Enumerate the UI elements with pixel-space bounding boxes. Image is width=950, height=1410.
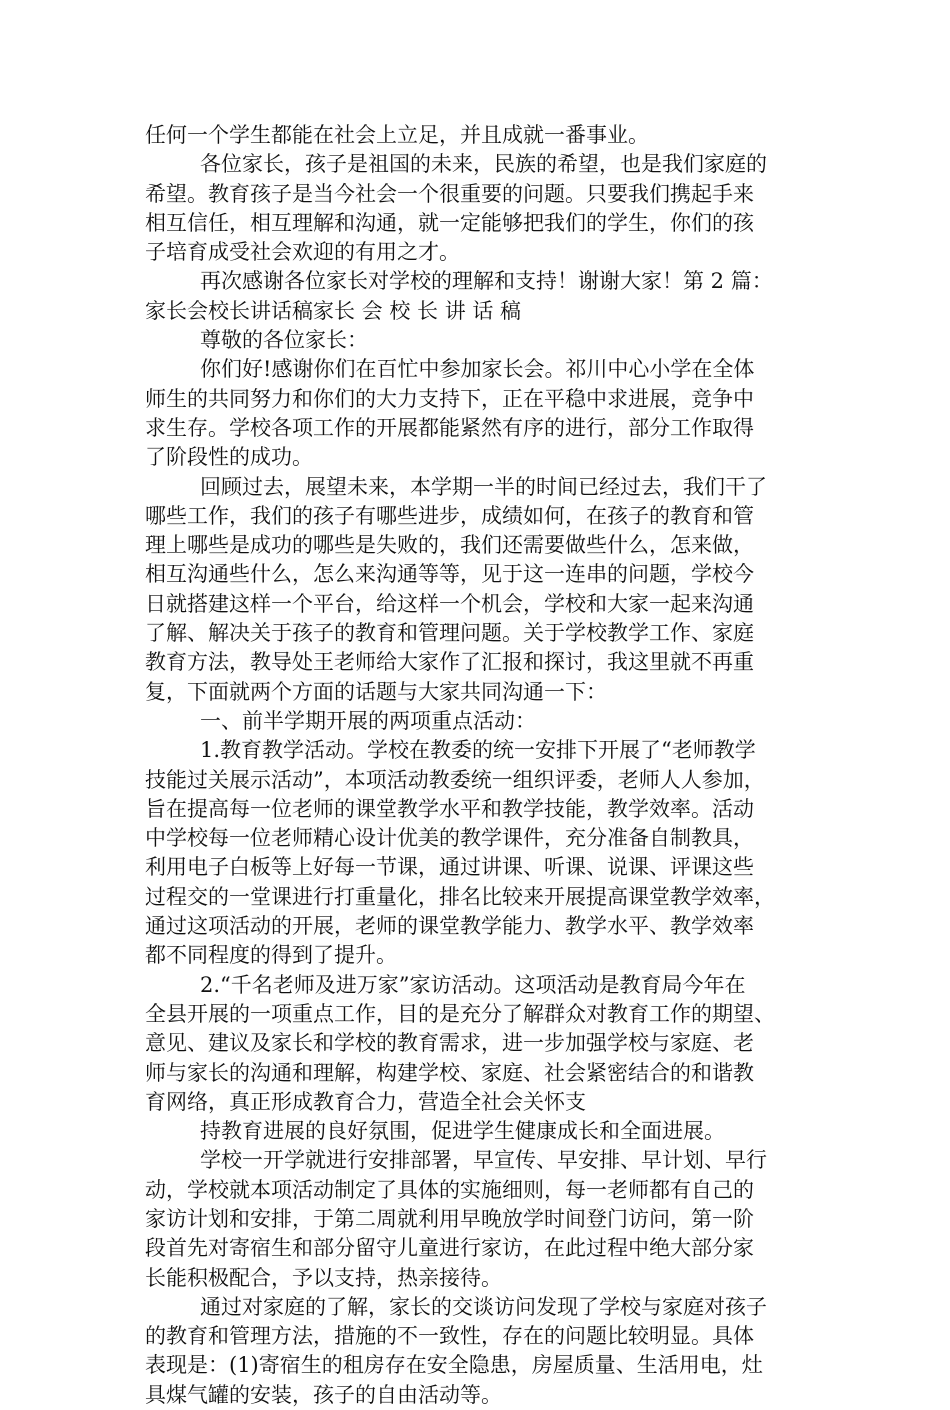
text-line: 一、前半学期开展的两项重点活动： <box>200 708 536 733</box>
text-line: 育网络，真正形成教育合力，营造全社会关怀支 <box>145 1089 586 1114</box>
text-line: 学校一开学就进行安排部署，早宣传、早安排、早计划、早行 <box>200 1148 767 1173</box>
text-line: 表现是：(1)寄宿生的租房存在安全隐患，房屋质量、生活用电，灶 <box>145 1353 763 1378</box>
text-line: 中学校每一位老师精心设计优美的教学课件，充分准备自制教具， <box>145 826 754 851</box>
document-body <box>145 121 815 1410</box>
text-line: 段首先对寄宿生和部分留守儿童进行家访，在此过程中绝大部分家 <box>145 1236 754 1261</box>
text-line: 哪些工作，我们的孩子有哪些进步，成绩如何，在孩子的教育和管 <box>145 503 754 528</box>
text-line: 持教育进展的良好氛围，促进学生健康成长和全面进展。 <box>200 1119 725 1144</box>
text-line: 求生存。学校各项工作的开展都能紧然有序的进行，部分工作取得 <box>145 415 754 440</box>
text-line: 通过这项活动的开展，老师的课堂教学能力、教学水平、教学效率 <box>145 914 754 939</box>
text-line: 回顾过去，展望未来，本学期一半的时间已经过去，我们干了 <box>200 474 767 499</box>
text-line: 尊敬的各位家长： <box>200 328 368 353</box>
text-line: 子培育成受社会欢迎的有用之才。 <box>145 240 460 265</box>
text-line: 任何一个学生都能在社会上立足，并且成就一番事业。 <box>145 123 649 147</box>
text-line: 都不同程度的得到了提升。 <box>145 943 397 968</box>
text-line: 全县开展的一项重点工作，目的是充分了解群众对教育工作的期望、 <box>145 1001 775 1026</box>
text-line: 你们好!感谢你们在百忙中参加家长会。祁川中心小学在全体 <box>200 357 755 382</box>
text-line: 相互沟通些什么，怎么来沟通等等，见于这一连串的问题，学校今 <box>145 562 754 587</box>
text-line: 日就搭建这样一个平台，给这样一个机会，学校和大家一起来沟通 <box>145 591 754 616</box>
text-line: 意见、建议及家长和学校的教育需求，进一步加强学校与家庭、老 <box>145 1031 754 1056</box>
text-line: 2.“千名老师及进万家”家访活动。这项活动是教育局今年在 <box>200 972 746 997</box>
text-line: 各位家长，孩子是祖国的未来，民族的希望，也是我们家庭的 <box>200 152 767 177</box>
text-line: 的教育和管理方法，措施的不一致性，存在的问题比较明显。具体 <box>145 1324 754 1349</box>
text-line: 家访计划和安排，于第二周就利用早晚放学时间登门访问，第一阶 <box>145 1206 754 1231</box>
text-line: 家长会校长讲话稿家长 会 校 长 讲 话 稿 <box>145 298 522 323</box>
text-line: 理上哪些是成功的哪些是失败的，我们还需要做些什么，怎来做， <box>145 533 754 558</box>
text-line: 了阶段性的成功。 <box>145 445 313 470</box>
text-line: 希望。教育孩子是当今社会一个很重要的问题。只要我们携起手来 <box>145 181 754 206</box>
text-line: 师与家长的沟通和理解，构建学校、家庭、社会紧密结合的和谐教 <box>145 1060 754 1085</box>
text-line: 复，下面就两个方面的话题与大家共同沟通一下： <box>145 679 607 704</box>
text-line: 长能积极配合，予以支持，热亲接待。 <box>145 1265 502 1290</box>
text-line: 相互信任，相互理解和沟通，就一定能够把我们的学生，你们的孩 <box>145 210 754 235</box>
text-line: 再次感谢各位家长对学校的理解和支持！谢谢大家！第 2 篇： <box>200 269 773 294</box>
text-line: 1.教育教学活动。学校在教委的统一安排下开展了“老师教学 <box>200 738 756 763</box>
text-line: 动，学校就本项活动制定了具体的实施细则，每一老师都有自己的 <box>145 1177 754 1202</box>
text-line: 利用电子白板等上好每一节课，通过讲课、听课、说课、评课这些 <box>145 855 754 880</box>
text-line: 师生的共同努力和你们的大力支持下，正在平稳中求进展，竞争中 <box>145 386 754 411</box>
text-line: 过程交的一堂课进行打重量化，排名比较来开展提高课堂教学效率， <box>145 884 775 909</box>
text-line: 技能过关展示活动”，本项活动教委统一组织评委，老师人人参加， <box>145 767 765 792</box>
text-line: 教育方法，教导处王老师给大家作了汇报和探讨，我这里就不再重 <box>145 650 754 675</box>
text-line: 旨在提高每一位老师的课堂教学水平和教学技能，教学效率。活动 <box>145 796 754 821</box>
text-line: 了解、解决关于孩子的教育和管理问题。关于学校教学工作、家庭 <box>145 621 754 646</box>
text-line: 具煤气罐的安装，孩子的自由活动等。 <box>145 1382 502 1407</box>
text-line: 通过对家庭的了解，家长的交谈访问发现了学校与家庭对孩子 <box>200 1294 767 1319</box>
